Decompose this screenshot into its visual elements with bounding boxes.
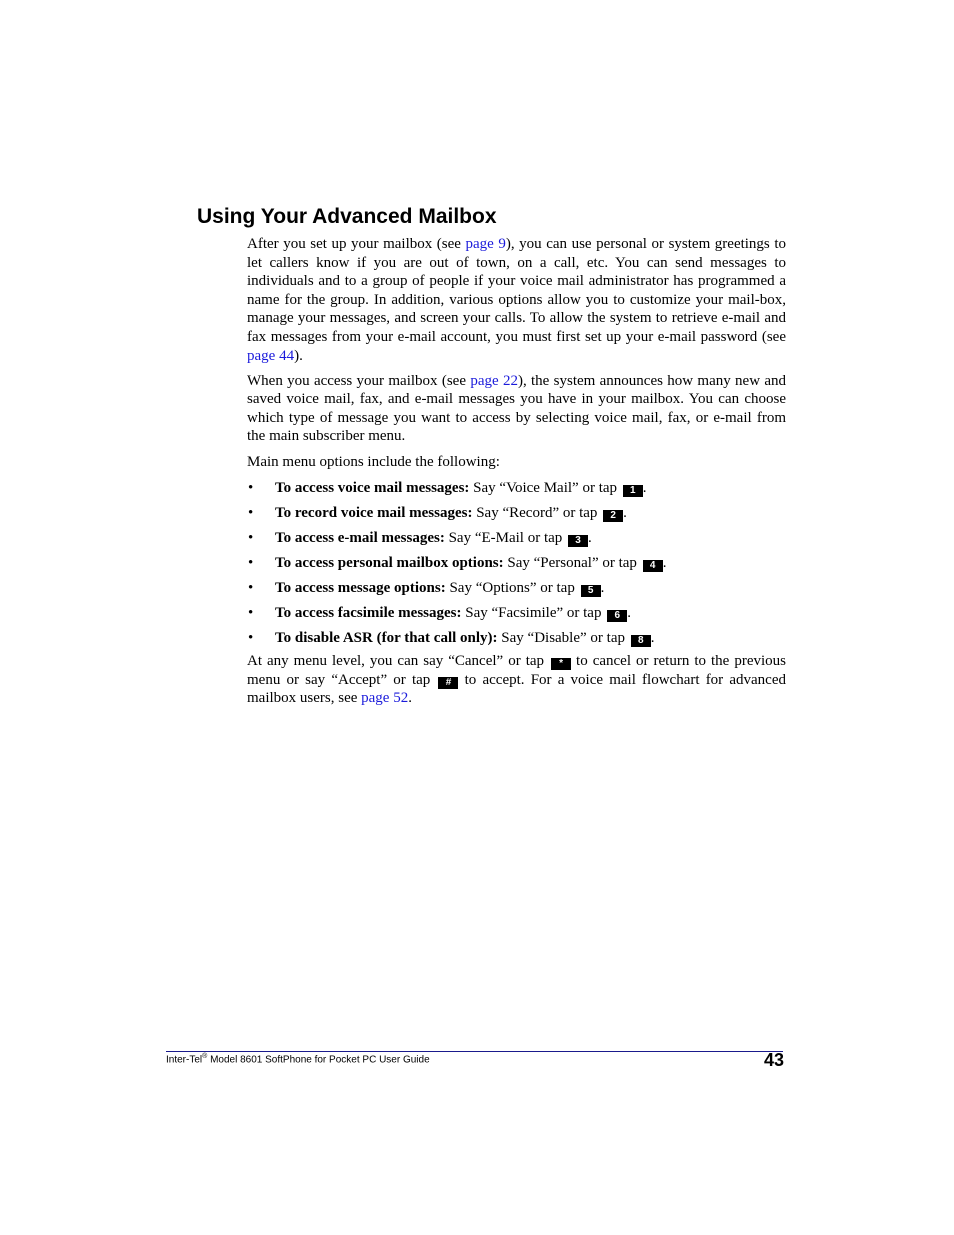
key-star-icon: *: [551, 658, 571, 670]
access-paragraph: When you access your mailbox (see page 22), the system announces how many new and saved voice mail, fax, and e-mail messages you have in your mailbox. You can choose which type of message you want to access by selecting voice mail, fax, or e-mail from the main subscriber menu.: [247, 372, 786, 445]
menu-options-list: [247, 479, 786, 654]
bullet: •: [248, 505, 254, 522]
footer-title: Inter-Tel® Model 8601 SoftPhone for Pocket PC User Guide: [166, 1053, 430, 1066]
list-item: • To disable ASR (for that call only): Say “Disable” or tap 8 .: [248, 630, 655, 647]
key-1-icon: 1: [623, 485, 643, 497]
key-8-icon: 8: [631, 635, 651, 647]
page-52-link[interactable]: page 52: [361, 690, 409, 707]
page-number: 43: [763, 1050, 784, 1070]
closing-paragraph: At any menu level, you can say “Cancel” or tap * to cancel or return to the previous menu or say “Accept” or tap # to accept. For a voice mail flowchart for advanced mailbox users, see page 52.: [247, 653, 786, 707]
list-item: • To access personal mailbox options: Say “Personal” or tap 4 .: [248, 555, 667, 572]
page-9-link[interactable]: page 9: [465, 236, 506, 252]
body-text: [247, 235, 786, 714]
list-item: • To access e-mail messages: Say “E-Mail or tap 3 .: [248, 530, 592, 547]
bullet: •: [248, 630, 254, 647]
key-2-icon: 2: [603, 510, 623, 522]
bullet: •: [248, 555, 254, 572]
bullet: •: [248, 530, 254, 547]
section-heading: Using Your Advanced Mailbox: [197, 205, 497, 228]
list-item: • To access voice mail messages: Say “Voice Mail” or tap 1 .: [248, 480, 647, 497]
menu-intro: Main menu options include the following:: [247, 453, 500, 470]
key-3-icon: 3: [568, 535, 588, 547]
list-item: • To access facsimile messages: Say “Facsimile” or tap 6 .: [248, 605, 631, 622]
bullet: •: [248, 605, 254, 622]
footer-divider: [166, 1051, 783, 1052]
page-44-link[interactable]: page 44: [247, 347, 295, 364]
key-6-icon: 6: [607, 610, 627, 622]
key-4-icon: 4: [643, 560, 663, 572]
intro-paragraph: After you set up your mailbox (see page 9), you can use personal or system greetings to let callers know if you are out of town, on a call, etc. You can send messages to individuals and to a group of people if your voice mail administrator has programmed a name for the group. In addition, various options allow you to customize your mail-box, manage your messages, and screen your calls. To allow the system to retrieve e-mail and fax messages from your e-mail account, you must first set up your e-mail password (see page 44).: [247, 236, 786, 364]
page-22-link[interactable]: page 22: [470, 372, 518, 389]
bullet: •: [248, 480, 254, 497]
list-item: • To record voice mail messages: Say “Record” or tap 2 .: [248, 505, 627, 522]
key-pound-icon: #: [438, 677, 458, 689]
bullet: •: [248, 580, 254, 597]
key-5-icon: 5: [581, 585, 601, 597]
list-item: • To access message options: Say “Options” or tap 5 .: [248, 580, 605, 597]
